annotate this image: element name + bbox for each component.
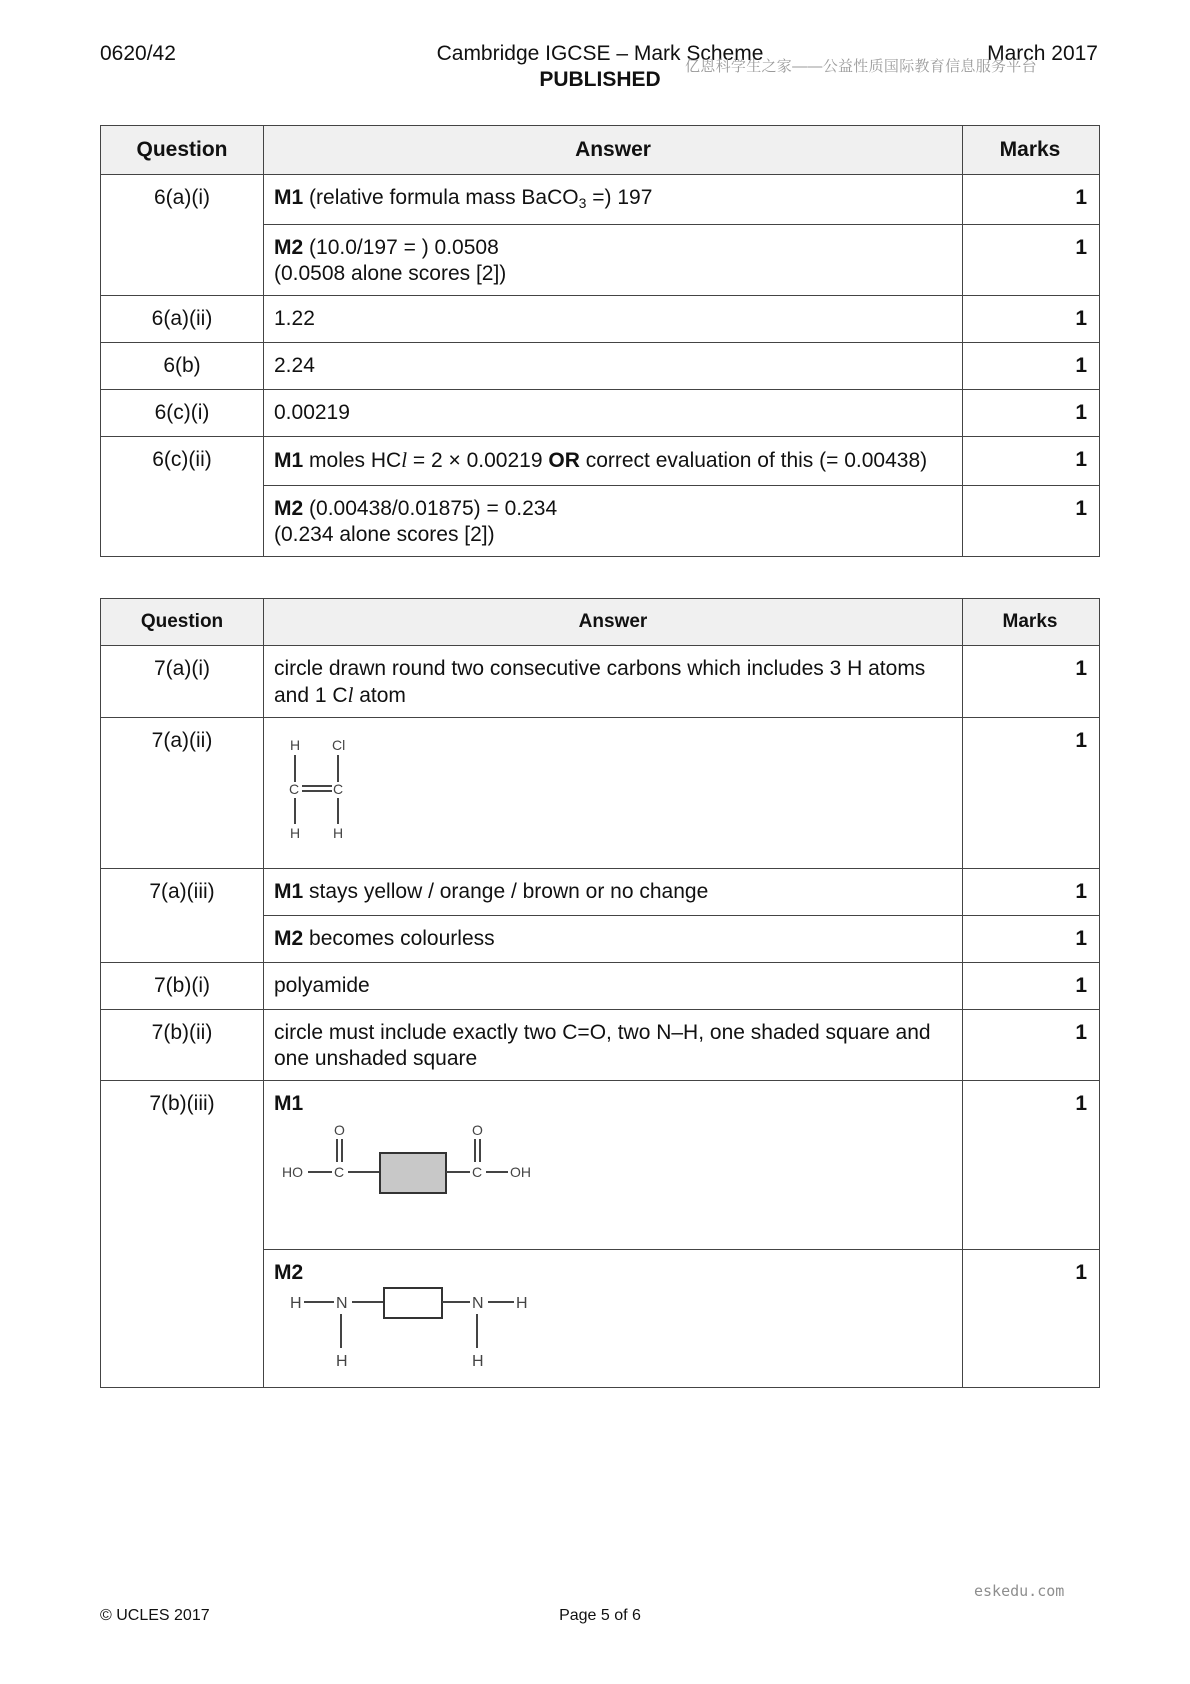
- answer-note: (0.234 alone scores [2]): [274, 523, 495, 546]
- mark-label: M2: [274, 236, 304, 259]
- question-number: 6(a)(i): [101, 175, 264, 296]
- atom-h: H: [516, 1295, 528, 1312]
- dicarboxylic-acid-structure: [274, 1117, 554, 1217]
- marks-value: 1: [963, 1250, 1100, 1388]
- table-row: [101, 963, 1100, 1010]
- marks-value: 1: [963, 225, 1100, 296]
- document-title: Cambridge IGCSE – Mark Scheme: [436, 42, 764, 65]
- watermark-text: 亿恩科学生之家——公益性质国际教育信息服务平台: [685, 58, 1037, 75]
- answer-text: 2.24: [264, 343, 963, 390]
- answer-cell: [264, 916, 963, 963]
- marks-value: 1: [963, 869, 1100, 916]
- atom-h: H: [336, 1353, 348, 1370]
- answer-cell: [264, 646, 963, 718]
- marks-value: 1: [963, 1081, 1100, 1250]
- marks-col-header: Marks: [963, 126, 1100, 175]
- answer-text: correct evaluation of this (= 0.00438): [579, 449, 928, 472]
- atom-c: C: [333, 781, 344, 797]
- answer-cell: [264, 869, 963, 916]
- atom-h: H: [333, 825, 344, 840]
- atom-h: H: [290, 737, 301, 753]
- answer-text: (relative formula mass BaCO: [309, 186, 579, 209]
- unshaded-square: [384, 1288, 442, 1318]
- atom-o: O: [472, 1122, 483, 1138]
- mark-label: M2: [274, 1261, 304, 1284]
- question-number: 6(b): [101, 343, 264, 390]
- question-number: 7(a)(ii): [101, 718, 264, 869]
- question-number: 7(b)(ii): [101, 1010, 264, 1081]
- marks-col-header: Marks: [963, 599, 1100, 646]
- table-header-row: [101, 599, 1100, 646]
- mark-label: M2: [274, 497, 304, 520]
- diamine-structure: [274, 1286, 554, 1372]
- atom-h: H: [472, 1353, 484, 1370]
- table-header-row: [101, 126, 1100, 175]
- subscript: 3: [578, 195, 587, 211]
- atom-c: C: [334, 1164, 345, 1180]
- mark-label: M2: [274, 927, 304, 950]
- marks-value: 1: [963, 296, 1100, 343]
- question-number: 7(a)(iii): [101, 869, 264, 963]
- answer-text: 1.22: [264, 296, 963, 343]
- atom-c: C: [472, 1164, 483, 1180]
- marks-value: 1: [963, 390, 1100, 437]
- answer-cell: [264, 175, 963, 225]
- answer-text: atom: [353, 684, 406, 707]
- question-number: 7(b)(iii): [101, 1081, 264, 1388]
- mark-label: M1: [274, 880, 304, 903]
- site-watermark: eskedu.com: [974, 1582, 1065, 1600]
- atom-cl: Cl: [332, 737, 346, 753]
- exam-date: March 2017: [987, 42, 1098, 65]
- marks-value: 1: [963, 486, 1100, 557]
- marks-value: 1: [963, 963, 1100, 1010]
- question-number: 7(b)(i): [101, 963, 264, 1010]
- question-number: 6(a)(ii): [101, 296, 264, 343]
- answer-text: polyamide: [264, 963, 963, 1010]
- answer-text: (10.0/197 = ) 0.0508: [309, 236, 499, 259]
- table-row: [101, 1081, 1100, 1250]
- answer-text: moles HC: [309, 449, 402, 472]
- table-row: [101, 646, 1100, 718]
- answer-text: becomes colourless: [309, 927, 495, 950]
- chloroethene-structure: [274, 730, 394, 840]
- chlorine-l: l: [401, 448, 408, 472]
- answer-note: (0.0508 alone scores [2]): [274, 262, 507, 285]
- table-row: [101, 437, 1100, 486]
- group-ho: HO: [282, 1164, 303, 1180]
- table-row: [101, 175, 1100, 225]
- marks-value: 1: [963, 646, 1100, 718]
- atom-h: H: [290, 1295, 302, 1312]
- copyright: © UCLES 2017: [100, 1607, 210, 1624]
- mark-scheme-table-q7: [100, 598, 1100, 1388]
- atom-h: H: [290, 825, 301, 840]
- page-number: Page 5 of 6: [559, 1607, 641, 1624]
- table-row: [101, 1010, 1100, 1081]
- table-row: [101, 869, 1100, 916]
- answer-col-header: Answer: [264, 126, 963, 175]
- answer-text: = 2 × 0.00219: [407, 449, 549, 472]
- mark-label: M1: [274, 1092, 304, 1115]
- question-number: 7(a)(i): [101, 646, 264, 718]
- paper-code: 0620/42: [100, 42, 176, 65]
- answer-text: circle must include exactly two C=O, two N–H, one shaded square and one unshaded square: [264, 1010, 963, 1081]
- table-row: [101, 390, 1100, 437]
- table-row: [101, 343, 1100, 390]
- question-col-header: Question: [101, 126, 264, 175]
- atom-n: N: [336, 1295, 348, 1312]
- shaded-square: [380, 1153, 446, 1193]
- answer-cell: [264, 718, 963, 869]
- answer-text: stays yellow / orange / brown or no change: [309, 880, 709, 903]
- marks-value: 1: [963, 916, 1100, 963]
- answer-cell: [264, 1250, 963, 1388]
- group-oh: OH: [510, 1164, 531, 1180]
- answer-text: circle drawn round two consecutive carbons which includes 3 H atoms and 1 C: [274, 657, 926, 707]
- marks-value: 1: [963, 437, 1100, 486]
- answer-cell: [264, 486, 963, 557]
- question-number: 6(c)(i): [101, 390, 264, 437]
- answer-cell: [264, 225, 963, 296]
- table-row: [101, 296, 1100, 343]
- answer-text: =) 197: [586, 186, 653, 209]
- marks-value: 1: [963, 175, 1100, 225]
- mark-scheme-table-q6: [100, 125, 1100, 557]
- answer-text: 0.00219: [264, 390, 963, 437]
- atom-c: C: [289, 781, 300, 797]
- answer-cell: [264, 1081, 963, 1250]
- published-label: PUBLISHED: [539, 68, 661, 91]
- marks-value: 1: [963, 1010, 1100, 1081]
- marks-value: 1: [963, 718, 1100, 869]
- answer-col-header: Answer: [264, 599, 963, 646]
- question-col-header: Question: [101, 599, 264, 646]
- question-number: 6(c)(ii): [101, 437, 264, 557]
- atom-o: O: [334, 1122, 345, 1138]
- or-keyword: OR: [548, 449, 580, 472]
- answer-cell: [264, 437, 963, 486]
- atom-n: N: [472, 1295, 484, 1312]
- mark-label: M1: [274, 449, 304, 472]
- chlorine-l: l: [347, 683, 354, 707]
- answer-text: (0.00438/0.01875) = 0.234: [309, 497, 558, 520]
- marks-value: 1: [963, 343, 1100, 390]
- table-row: [101, 718, 1100, 869]
- mark-label: M1: [274, 186, 304, 209]
